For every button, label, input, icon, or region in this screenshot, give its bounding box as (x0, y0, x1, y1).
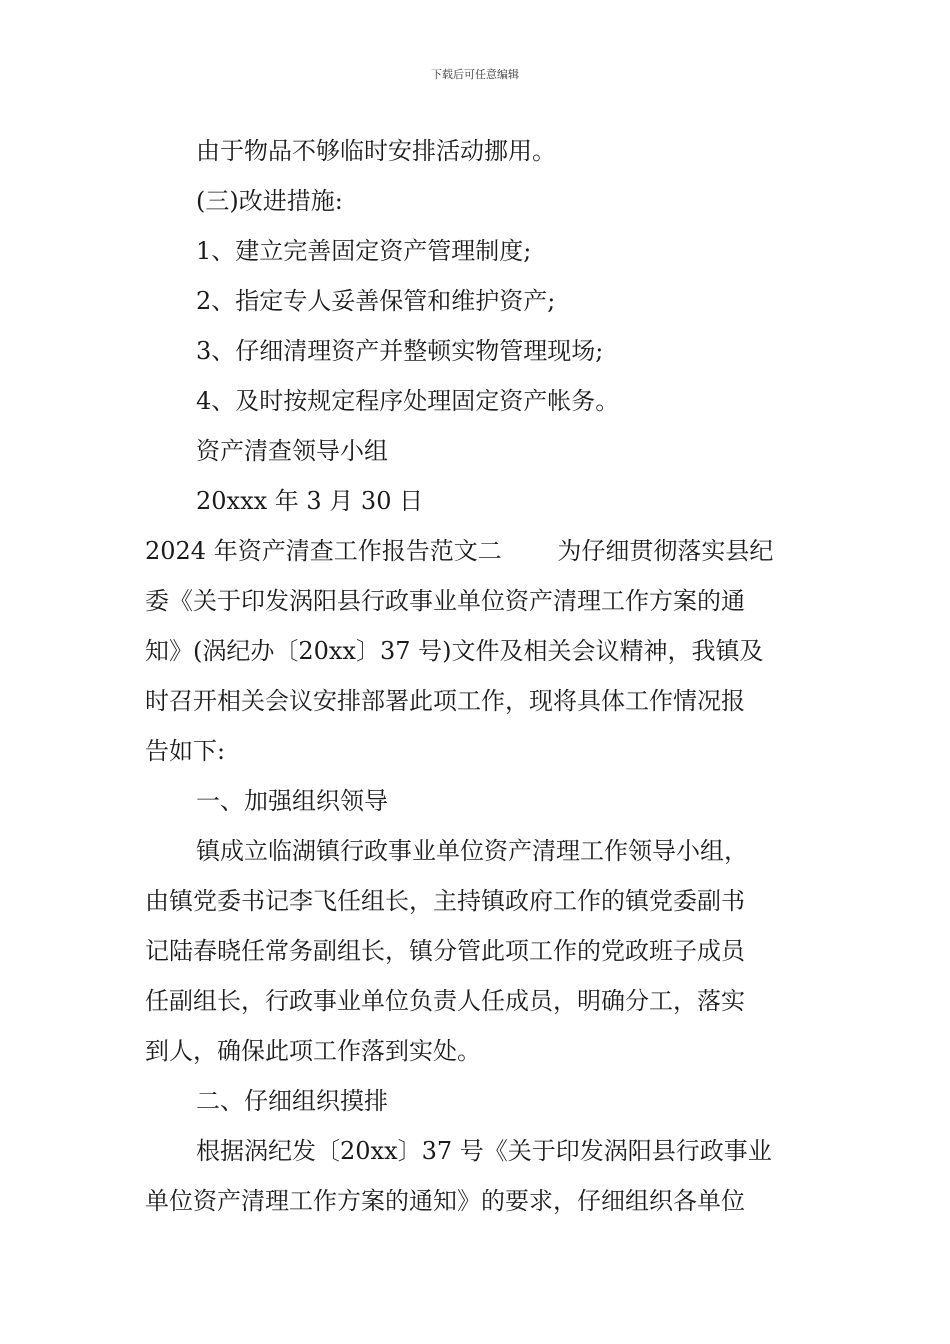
paragraph-line: 由镇党委书记李飞任组长，主持镇政府工作的镇党委副书 (145, 887, 745, 915)
section-heading: 二、仔细组织摸排 (196, 1087, 388, 1115)
paragraph-line: 单位资产清理工作方案的通知》的要求，仔细组织各单位 (145, 1187, 745, 1215)
paragraph-line: 由于物品不够临时安排活动挪用。 (196, 137, 556, 165)
page-header-note: 下载后可任意编辑 (431, 68, 519, 81)
paragraph-line: 任副组长，行政事业单位负责人任成员，明确分工，落实 (145, 987, 745, 1015)
list-item: 4、及时按规定程序处理固定资产帐务。 (196, 387, 620, 415)
paragraph-line: 到人，确保此项工作落到实处。 (145, 1037, 481, 1065)
paragraph-line: 根据涡纪发〔20xx〕37 号《关于印发涡阳县行政事业 (196, 1137, 772, 1165)
list-item: 2、指定专人妥善保管和维护资产; (196, 287, 556, 315)
report-title-line: 2024 年资产清查工作报告范文二 为仔细贯彻落实县纪 (145, 537, 774, 565)
paragraph-line: 告如下: (145, 737, 226, 765)
signature-org: 资产清查领导小组 (196, 437, 388, 465)
paragraph-line: 镇成立临湖镇行政事业单位资产清理工作领导小组， (196, 837, 748, 865)
paragraph-line: 记陆春晓任常务副组长，镇分管此项工作的党政班子成员 (145, 937, 745, 965)
section-heading: 一、加强组织领导 (196, 787, 388, 815)
section-heading: (三)改进措施: (196, 187, 343, 215)
paragraph-line: 知》(涡纪办〔20xx〕37 号)文件及相关会议精神，我镇及 (145, 637, 764, 665)
paragraph-line: 时召开相关会议安排部署此项工作，现将具体工作情况报 (145, 687, 745, 715)
list-item: 1、建立完善固定资产管理制度; (196, 237, 532, 265)
list-item: 3、仔细清理资产并整顿实物管理现场; (196, 337, 604, 365)
signature-date: 20xxx 年 3 月 30 日 (196, 487, 424, 515)
paragraph-line: 委《关于印发涡阳县行政事业单位资产清理工作方案的通 (145, 587, 745, 615)
